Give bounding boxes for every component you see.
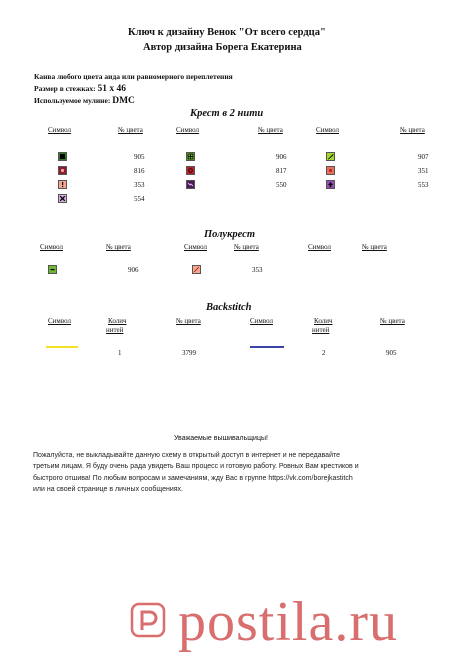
message-line-2: третьим лицам. Я буду очень рада увидеть Ваш процесс и готовую работу. Ровных Вам крестиков и bbox=[33, 463, 359, 471]
symbol-817 bbox=[186, 166, 195, 175]
author-line: Автор дизайна Борега Екатерина bbox=[143, 42, 302, 53]
color-code-351: 351 bbox=[418, 167, 429, 175]
half-col-symbol-3: Символ bbox=[308, 243, 332, 251]
cross-col-color-3: № цвета bbox=[400, 126, 425, 134]
bs-col-color-2: № цвета bbox=[380, 317, 405, 325]
bs-strands-905: 2 bbox=[322, 349, 326, 357]
message-line-4: или на своей странице в личных сообщениях. bbox=[33, 485, 183, 493]
bs-color-code-905: 905 bbox=[386, 349, 397, 357]
square-icon bbox=[59, 153, 66, 160]
grid-icon bbox=[187, 153, 194, 160]
symbol-905 bbox=[58, 152, 67, 161]
half-col-symbol-2: Символ bbox=[184, 243, 208, 251]
half-color-code-353: 353 bbox=[252, 266, 263, 274]
color-code-553: 553 bbox=[418, 181, 429, 189]
half-col-color-2: № цвета bbox=[234, 243, 259, 251]
pencil-icon bbox=[327, 153, 334, 160]
arrow-up-icon bbox=[327, 181, 334, 188]
floss-label: Используемое мулине: bbox=[34, 96, 111, 105]
cross-section-title: Крест в 2 нити bbox=[190, 108, 264, 119]
bs-col-symbol-2: Символ bbox=[250, 317, 274, 325]
floss-info bbox=[34, 96, 135, 106]
half-symbol-353 bbox=[192, 265, 201, 274]
color-code-550: 550 bbox=[276, 181, 287, 189]
color-code-907: 907 bbox=[418, 153, 429, 161]
symbol-554 bbox=[58, 194, 67, 203]
symbol-353 bbox=[58, 180, 67, 189]
half-color-code-906: 906 bbox=[128, 266, 139, 274]
circle-icon bbox=[327, 167, 334, 174]
message-body bbox=[33, 450, 433, 495]
bs-col-symbol-1: Символ bbox=[48, 317, 72, 325]
color-code-353: 353 bbox=[134, 181, 145, 189]
floss-value: DMC bbox=[112, 96, 135, 106]
half-col-color-3: № цвета bbox=[362, 243, 387, 251]
cross-col-symbol-3: Символ bbox=[316, 126, 340, 134]
bs-col-strands-1b: нитей bbox=[106, 326, 124, 334]
slash-icon bbox=[193, 266, 200, 273]
message-line-3: быстрого отшива! По любым вопросам и замечаниям, жду Вас в группе https://vk.com/borejkastitch bbox=[33, 474, 353, 482]
color-code-905: 905 bbox=[134, 153, 145, 161]
symbol-816 bbox=[58, 166, 67, 175]
dots-icon bbox=[59, 167, 66, 174]
symbol-553 bbox=[326, 180, 335, 189]
canvas-info: Канва любого цвета аида или равномерного переплетения bbox=[34, 72, 233, 81]
postila-logo-icon bbox=[128, 600, 168, 640]
symbol-906 bbox=[186, 152, 195, 161]
bs-col-strands-1a: Колич bbox=[108, 317, 127, 325]
exclamation-icon bbox=[59, 181, 66, 188]
cross-col-color-1: № цвета bbox=[118, 126, 143, 134]
symbol-550 bbox=[186, 180, 195, 189]
zigzag-icon bbox=[187, 181, 194, 188]
cross-col-symbol-2: Символ bbox=[176, 126, 200, 134]
cross-col-color-2: № цвета bbox=[258, 126, 283, 134]
half-section-title: Полукрест bbox=[204, 229, 255, 240]
symbol-907 bbox=[326, 152, 335, 161]
bs-col-strands-2b: нитей bbox=[312, 326, 330, 334]
symbol-351 bbox=[326, 166, 335, 175]
color-code-817: 817 bbox=[276, 167, 287, 175]
bs-col-color-1: № цвета bbox=[176, 317, 201, 325]
bs-strands-3799: 1 bbox=[118, 349, 122, 357]
color-code-554: 554 bbox=[134, 195, 145, 203]
greeting: Уважаемые вышивальщицы! bbox=[174, 435, 268, 442]
size-value: 51 х 46 bbox=[97, 84, 127, 94]
cross-col-symbol-1: Символ bbox=[48, 126, 72, 134]
watermark-text: postila.ru bbox=[178, 591, 398, 653]
color-code-816: 816 bbox=[134, 167, 145, 175]
bs-col-strands-2a: Колич bbox=[314, 317, 333, 325]
backstitch-line-905 bbox=[250, 346, 284, 348]
half-symbol-906 bbox=[48, 265, 57, 274]
document-title: Ключ к дизайну Венок "От всего сердца" bbox=[128, 27, 326, 38]
half-col-color-1: № цвета bbox=[106, 243, 131, 251]
message-line-1: Пожалуйста, не выкладывайте данную схему в открытый доступ в интернет и не передавайте bbox=[33, 452, 341, 459]
size-info bbox=[34, 84, 126, 94]
backstitch-section-title: Backstitch bbox=[206, 302, 252, 313]
size-label: Размер в стежках: bbox=[34, 84, 96, 93]
color-code-906: 906 bbox=[276, 153, 287, 161]
bs-color-code-3799: 3799 bbox=[182, 349, 196, 357]
backstitch-line-3799 bbox=[46, 346, 78, 348]
ring-icon bbox=[187, 167, 194, 174]
half-col-symbol-1: Символ bbox=[40, 243, 64, 251]
x-icon bbox=[59, 195, 66, 202]
dash-icon bbox=[49, 266, 56, 273]
